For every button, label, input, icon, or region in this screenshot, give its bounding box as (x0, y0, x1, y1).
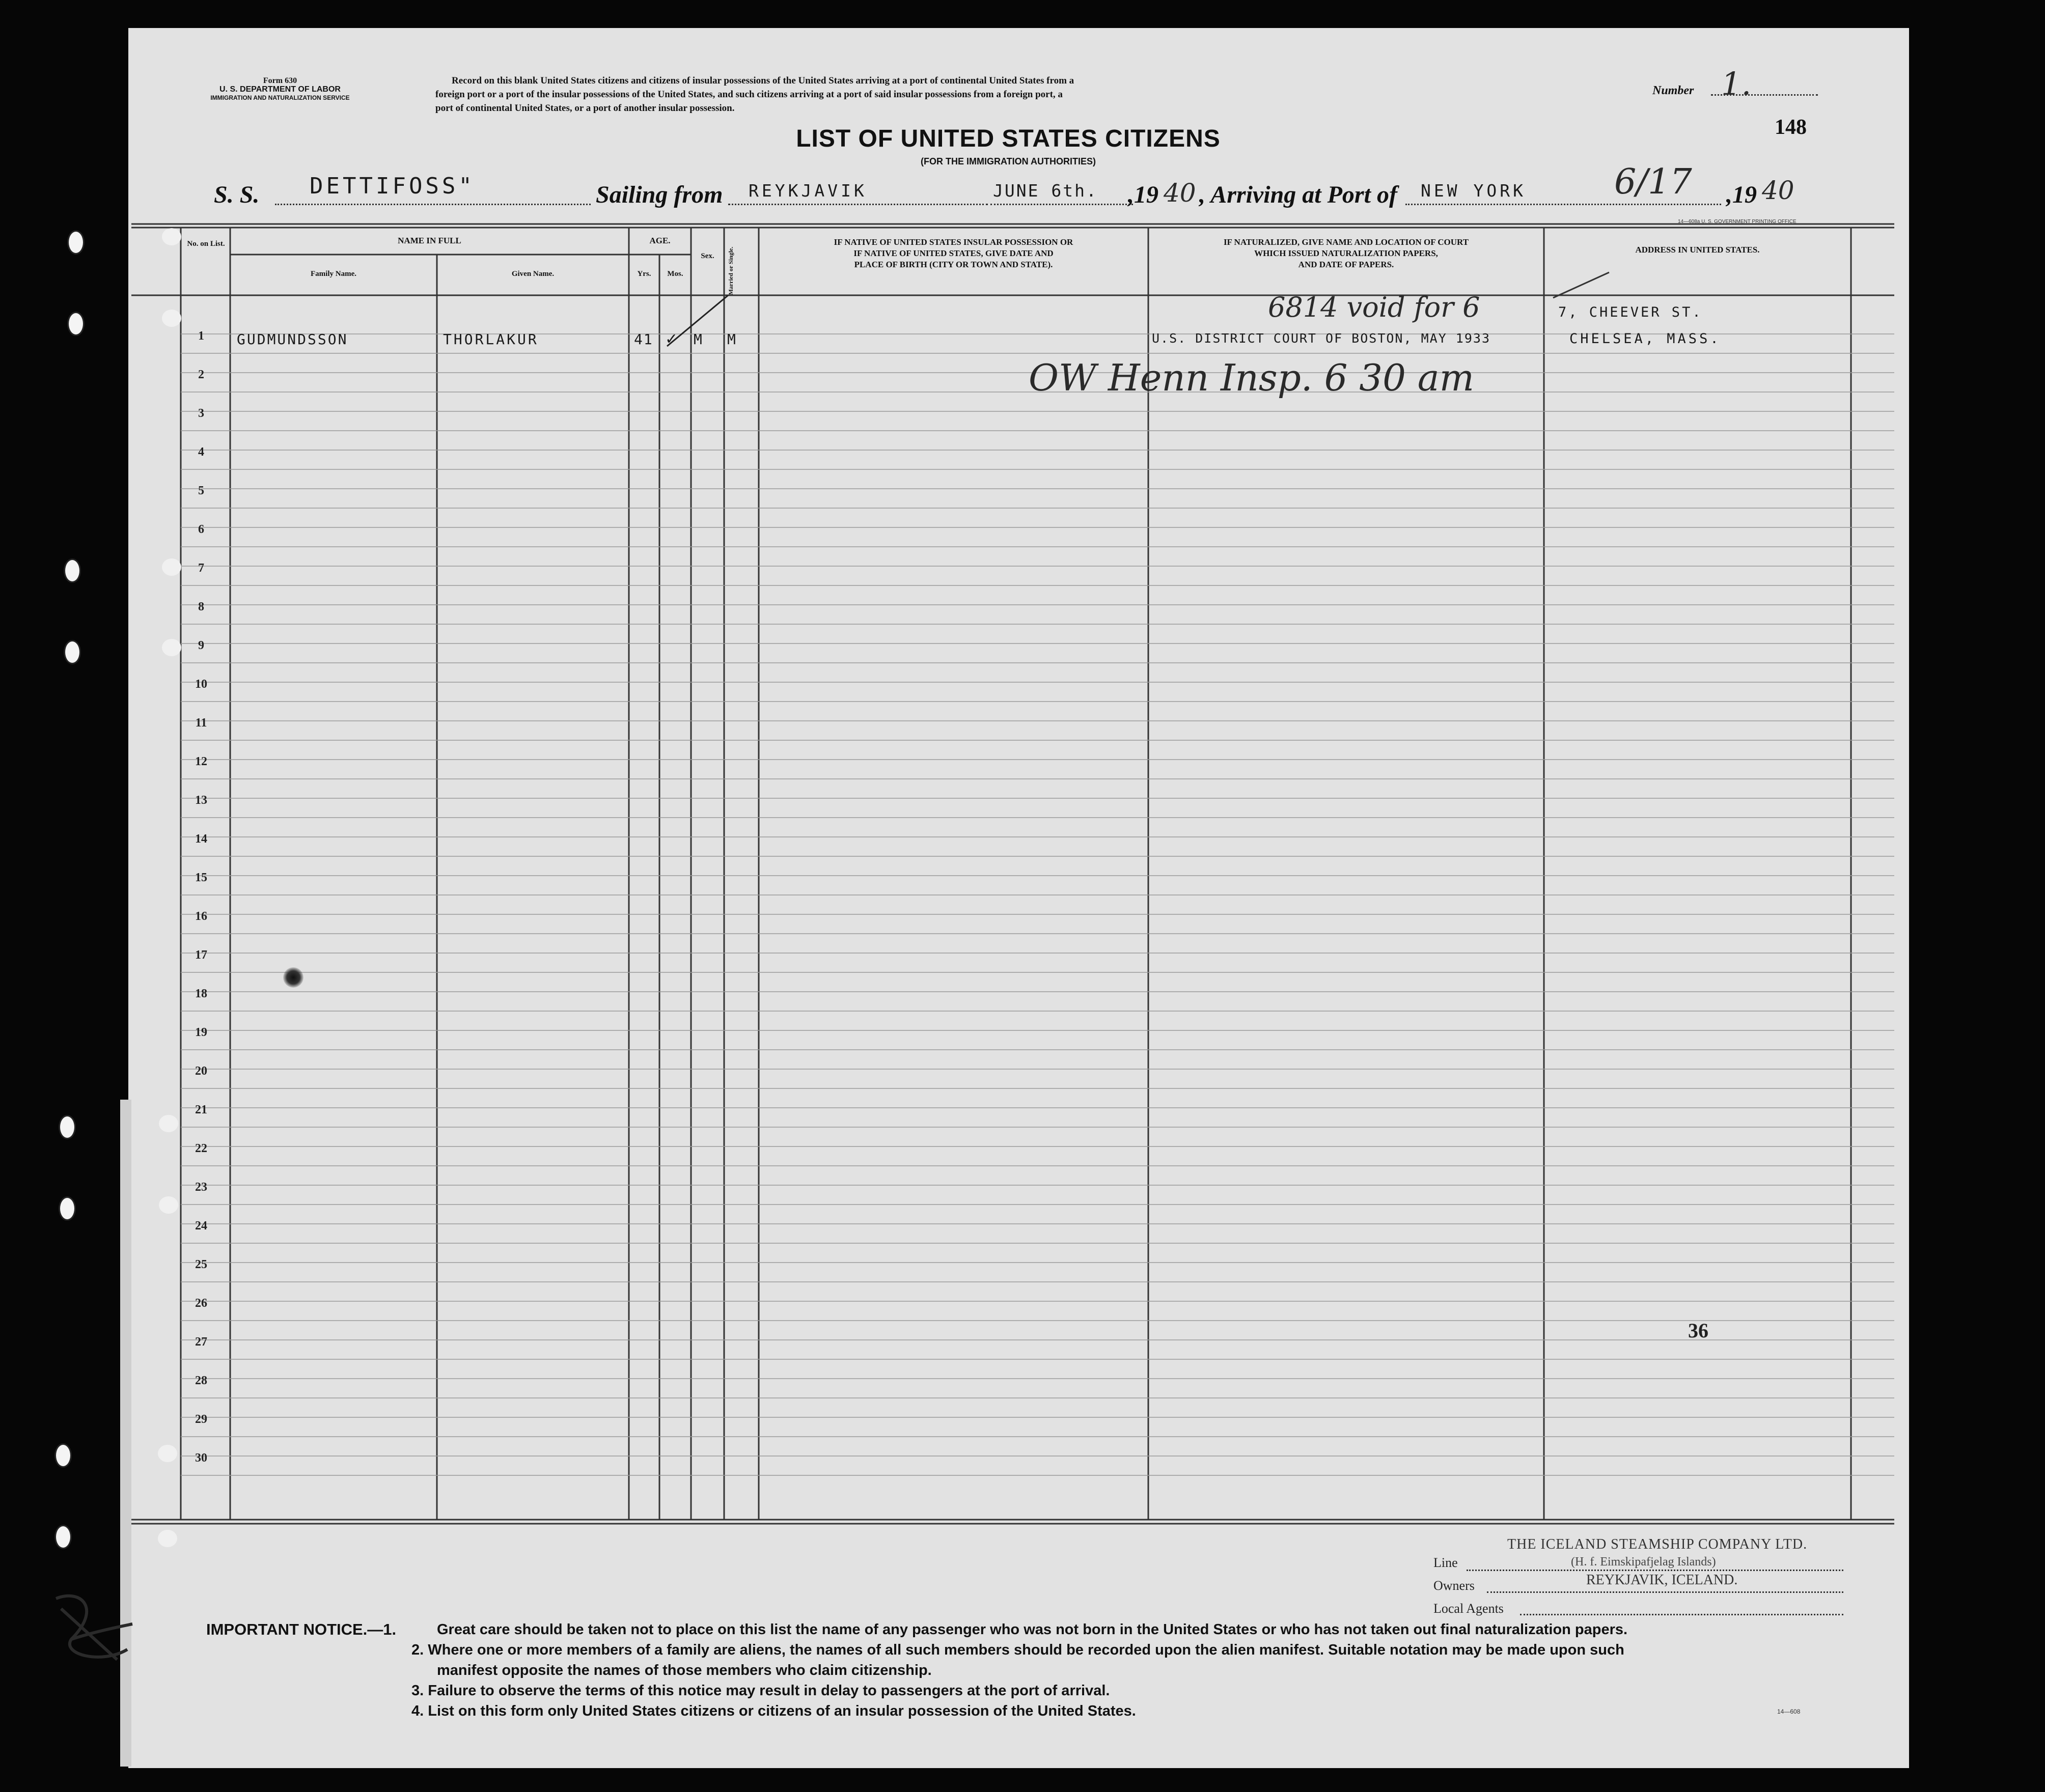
row-number: 4 (198, 445, 204, 459)
row-number: 24 (195, 1219, 207, 1233)
printer-mark: 14—608a U. S. GOVERNMENT PRINTING OFFICE (1678, 219, 1797, 225)
entry-court: U.S. DISTRICT COURT OF BOSTON, MAY 1933 (1152, 331, 1490, 346)
form-number: Form 630 (263, 76, 297, 85)
punch-hole (59, 1115, 76, 1139)
header-line: IF NATIVE OF UNITED STATES, GIVE DATE AND (853, 248, 1054, 258)
row-number: 13 (195, 794, 207, 807)
entry-age-months: ✓ (666, 328, 677, 349)
row-number: 8 (198, 600, 204, 613)
row-number: 22 (195, 1142, 207, 1155)
col-address-header: ADDRESS IN UNITED STATES. (1635, 245, 1760, 255)
punch-hole (67, 230, 85, 255)
row-number: 1 (198, 329, 204, 343)
row-number: 20 (195, 1065, 207, 1078)
court-note: 6814 void for 6 (1268, 291, 1480, 323)
row-number: 6 (198, 523, 204, 536)
binder-notch (158, 1530, 177, 1547)
punch-hole (59, 1196, 76, 1221)
row-number: 3 (198, 407, 204, 420)
agents-label: Local Agents (1433, 1601, 1504, 1616)
row-number: 19 (195, 1026, 207, 1039)
inspector-note: OW Henn Insp. 6 30 am (1029, 356, 1474, 399)
row-number: 18 (195, 987, 207, 1000)
binder-notch (158, 1445, 177, 1462)
ss-label: S. S. (214, 181, 260, 208)
company-name: THE ICELAND STEAMSHIP COMPANY LTD. (1507, 1536, 1808, 1552)
notice-item-3: 3. Failure to observe the terms of this notice may result in delay to passengers at the port of arrival. (411, 1683, 1110, 1699)
header-line: IF NATIVE OF UNITED STATES INSULAR POSSESSION OR (834, 237, 1073, 247)
form-title: LIST OF UNITED STATES CITIZENS (796, 125, 1221, 152)
owners-underline (1487, 1591, 1843, 1593)
sail-year: 40 (1164, 178, 1196, 208)
sailing-from: REYKJAVIK (749, 181, 867, 201)
department: U. S. DEPARTMENT OF LABOR (219, 85, 341, 94)
row-number: 11 (195, 716, 207, 730)
row-number: 2 (198, 368, 204, 381)
notice-item-2: 2. Where one or more members of a family are aliens, the names of all such members should be recorded upon the alien manifest. Suitable notation may be made upon such (411, 1642, 1624, 1658)
entry-married: M (727, 331, 736, 348)
row-number: 28 (195, 1374, 207, 1387)
col-naturalized-header (1148, 237, 1544, 270)
row-number: 7 (198, 562, 204, 575)
header-line: WHICH ISSUED NATURALIZATION PAPERS, (1254, 248, 1438, 258)
page-stamp: 148 (1775, 116, 1807, 139)
arriving-label: , Arriving at Port of (1199, 181, 1397, 208)
row-number: 23 (195, 1181, 207, 1194)
entry-address-line1: 7, CHEEVER ST. (1558, 304, 1703, 320)
binder-notch (162, 558, 181, 576)
row-number: 16 (195, 910, 207, 923)
col-no-header: No. on List. (187, 240, 225, 248)
notice-item-2-cont: manifest opposite the names of those members who claim citizenship. (437, 1662, 932, 1678)
entry-sex: M (694, 331, 702, 348)
col-family-header: Family Name. (311, 270, 356, 278)
col-married-header: Married or Single. (727, 246, 734, 295)
entry-given-name: THORLAKUR (443, 331, 539, 348)
col-sex-header: Sex. (701, 252, 714, 260)
binder-notch (162, 228, 181, 245)
row-number: 21 (195, 1103, 207, 1116)
row-number: 29 (195, 1413, 207, 1426)
row-number: 12 (195, 755, 207, 768)
owners-value: REYKJAVIK, ICELAND. (1586, 1572, 1738, 1588)
entry-family-name: GUDMUNDSSON (237, 331, 348, 348)
sail-year-prefix: ,19 (1128, 181, 1158, 208)
ink-blot (283, 967, 303, 988)
instructions-line: port of continental United States, or a port of another insular possession. (435, 103, 735, 114)
margin-scribble (41, 1578, 143, 1680)
punch-hole (67, 312, 85, 336)
instructions-line: Record on this blank United States citizens and citizens of insular possessions of the United States arriving at a port of continental United States from a (452, 75, 1074, 86)
bottom-code: 14—608 (1777, 1708, 1801, 1715)
instructions-line: foreign port or a port of the insular possessions of the United States, and such citizens arriving at a port of said insular possessions from a foreign port, a (435, 89, 1063, 100)
punch-hole (64, 640, 81, 664)
binder-notch (159, 1196, 178, 1214)
row-number: 27 (195, 1335, 207, 1349)
address-stroke (1548, 270, 1619, 300)
col-name-header: NAME IN FULL (398, 236, 461, 245)
row-number: 15 (195, 871, 207, 884)
row-number: 9 (198, 639, 204, 652)
line-underline (1467, 1570, 1843, 1571)
col-age-header: AGE. (649, 236, 671, 245)
notice-heading: IMPORTANT NOTICE.—1. (206, 1620, 397, 1638)
service: IMMIGRATION AND NATURALIZATION SERVICE (210, 94, 350, 101)
row-number: 5 (198, 484, 204, 497)
check-stroke (662, 290, 733, 351)
binder-notch (162, 639, 181, 656)
row-number: 10 (195, 678, 207, 691)
binder-notch (162, 310, 181, 327)
binder-notch (159, 1115, 178, 1132)
form-subtitle: (FOR THE IMMIGRATION AUTHORITIES) (921, 156, 1096, 166)
row-number: 26 (195, 1297, 207, 1310)
row-number: 25 (195, 1258, 207, 1271)
number-value: 1. (1721, 65, 1752, 102)
tally-number: 36 (1688, 1319, 1708, 1342)
row-number: 14 (195, 832, 207, 846)
punch-hole (54, 1525, 72, 1549)
punch-hole (64, 558, 81, 583)
header-line: AND DATE OF PAPERS. (1298, 260, 1394, 269)
notice-item-1: Great care should be taken not to place on this list the name of any passenger who was not born in the United States or who has not taken out final naturalization papers. (437, 1621, 1628, 1638)
owners-label: Owners (1433, 1578, 1475, 1593)
col-given-header: Given Name. (511, 270, 555, 278)
line-value: (H. f. Eimskipafjelag Islands) (1571, 1555, 1716, 1569)
col-yrs-header: Yrs. (637, 270, 651, 278)
punch-hole (54, 1443, 72, 1468)
arrival-year-prefix: ,19 (1726, 181, 1757, 208)
ship-name: DETTIFOSS" (310, 173, 475, 199)
header-line: PLACE OF BIRTH (CITY OR TOWN AND STATE). (854, 260, 1053, 269)
arrival-date: 6/17 (1614, 162, 1692, 202)
entry-age-years: 41 (634, 331, 653, 348)
sailing-label: Sailing from (596, 181, 723, 208)
notice-item-4: 4. List on this form only United States citizens or citizens of an insular possession of the United States. (411, 1703, 1136, 1719)
header-line: IF NATURALIZED, GIVE NAME AND LOCATION OF COURT (1223, 237, 1469, 247)
entry-address-line2: CHELSEA, MASS. (1569, 331, 1721, 347)
row-number: 30 (195, 1451, 207, 1465)
col-native-header (759, 237, 1148, 270)
arrival-year: 40 (1762, 176, 1794, 205)
arrival-port: NEW YORK (1421, 181, 1526, 201)
agents-underline (1520, 1614, 1843, 1615)
line-label: Line (1433, 1555, 1458, 1570)
number-label: Number (1652, 84, 1694, 97)
col-mos-header: Mos. (667, 270, 683, 278)
row-number: 17 (195, 948, 207, 962)
sail-date: JUNE 6th. (993, 181, 1098, 201)
